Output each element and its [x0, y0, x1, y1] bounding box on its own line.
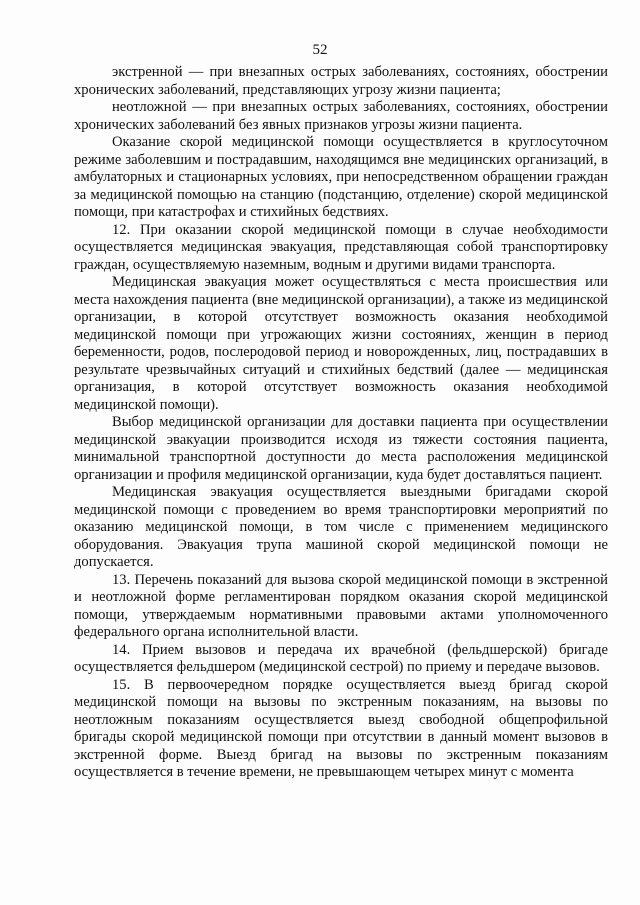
- paragraph-organization-choice: Выбор медицинской организации для доставки пациента при осуществлении медицинской эвакуации производится исходя из тяжести состояния пациента, минимальной транспортной доступности до места расположения медицинской организации и профиля медицинской организации, куда будет доставляться пациент.: [74, 414, 608, 483]
- page-number: 52: [312, 42, 328, 58]
- paragraph-item-12: 12. При оказании скорой медицинской помощи в случае необходимости осуществляется медицинская эвакуация, представляющая собой транспортировку граждан, осуществляемую наземным, водным и другими видами транспорта.: [74, 221, 608, 273]
- paragraph-item-14: 14. Прием вызовов и передача их врачебной (фельдшерской) бригаде осуществляется фельдшером (медицинской сестрой) по приему и передаче вызовов.: [74, 641, 608, 675]
- paragraph-urgent-form: неотложной — при внезапных острых заболеваниях, состояниях, обострении хронических заболеваний без явных признаков угрозы жизни пациента.: [74, 99, 608, 133]
- body-text: [74, 64, 608, 782]
- paragraph-evacuation-place: Медицинская эвакуация может осуществляться с места происшествия или места нахождения пациента (вне медицинской организации), а также из медицинской организации, в которой отсутствует возможность оказания необходимой медицинской помощи при угрожающих жизни состояниях, женщин в период беременности, родов, послеродовой период и новорожденных, лиц, пострадавших в результате чрезвычайных ситуаций и стихийных бедствий (далее — медицинская организация, в которой отсутствует возможность оказания необходимой медицинской помощи).: [74, 274, 608, 413]
- paragraph-item-15: 15. В первоочередном порядке осуществляется выезд бригад скорой медицинской помощи на вызовы по экстренным показаниям, на вызовы по неотложным показаниям осуществляется выезд свободной общепрофильной бригады скорой медицинской помощи при отсутствии в данный момент вызовов в экстренной форме. Выезд бригад на вызовы по экстренным показаниям осуществляется в течение времени, не превышающем четырех минут с момента: [74, 676, 608, 780]
- paragraph-item-13: 13. Перечень показаний для вызова скорой медицинской помощи в экстренной и неотложной форме регламентирован порядком оказания скорой медицинской помощи, утверждаемым нормативными правовыми актами уполномоченного федерального органа исполнительной власти.: [74, 571, 608, 640]
- paragraph-round-the-clock: Оказание скорой медицинской помощи осуществляется в круглосуточном режиме заболевшим и пострадавшим, находящимся вне медицинских организаций, в амбулаторных и стационарных условиях, при непосредственном обращении граждан за медицинской помощью на станцию (подстанцию, отделение) скорой медицинской помощи, при катастрофах и стихийных бедствиях.: [74, 134, 608, 220]
- paragraph-emergency-form: экстренной — при внезапных острых заболеваниях, состояниях, обострении хронических заболеваний, представляющих угрозу жизни пациента;: [74, 64, 608, 98]
- paragraph-evacuation-teams: Медицинская эвакуация осуществляется выездными бригадами скорой медицинской помощи с проведением во время транспортировки мероприятий по оказанию медицинской помощи, в том числе с применением медицинского оборудования. Эвакуация трупа машиной скорой медицинской помощи не допускается.: [74, 484, 608, 570]
